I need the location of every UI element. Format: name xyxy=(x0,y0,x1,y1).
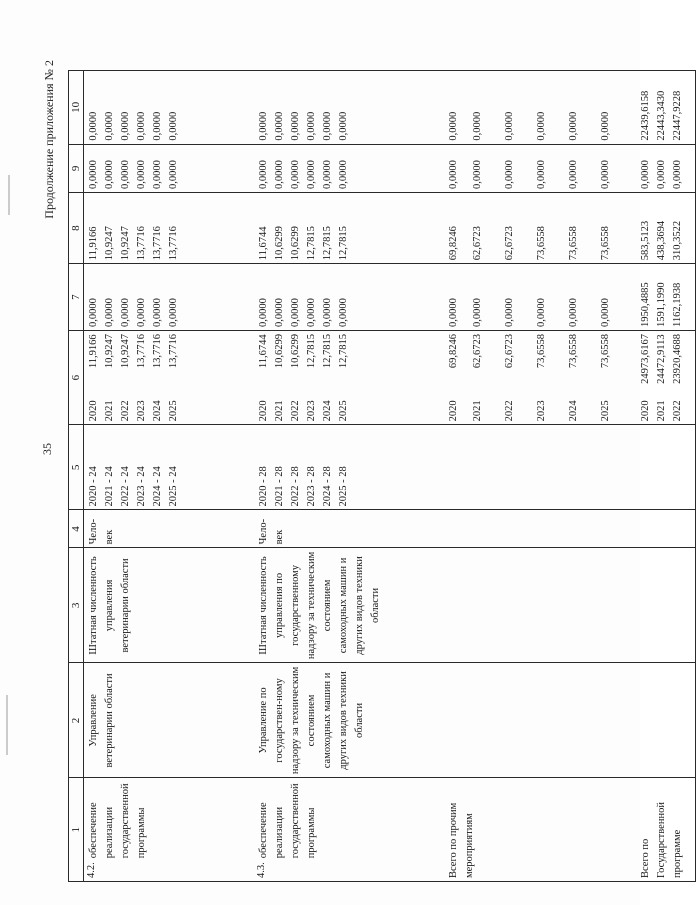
subtotal-row xyxy=(444,71,636,882)
value: 22439,6158 xyxy=(639,90,651,141)
column-header: 3 xyxy=(69,548,84,663)
value: 438,3694 xyxy=(655,220,667,261)
value: 1162,1938 xyxy=(671,282,683,327)
year: 2024 xyxy=(567,400,579,422)
value: 0,0000 xyxy=(120,160,131,189)
value: 0,0000 xyxy=(567,160,579,189)
value: 73,6558 xyxy=(535,334,547,369)
value: 10,6299 xyxy=(273,226,285,261)
column-header: 9 xyxy=(69,144,84,192)
annex-title: Продолжение приложения № 2 xyxy=(42,60,56,219)
period-value: 2022 - 28 xyxy=(289,466,301,507)
year: 2021 xyxy=(471,400,483,422)
column-header: 2 xyxy=(69,663,84,778)
year: 2021 xyxy=(104,400,115,422)
value: 0,0000 xyxy=(599,298,611,327)
value: 0,0000 xyxy=(289,160,301,189)
value: 10,9247 xyxy=(120,226,131,261)
total-label: Всего по Государственной программе xyxy=(636,778,696,882)
value: 0,0000 xyxy=(599,160,611,189)
col10-cell xyxy=(84,71,254,145)
column-number-row xyxy=(69,71,84,882)
value: 0,0000 xyxy=(88,111,99,141)
col10-cell xyxy=(254,71,444,145)
year: 2022 xyxy=(120,400,131,422)
value: 10,6299 xyxy=(289,334,301,369)
year: 2023 xyxy=(535,400,547,422)
period-value: 2022 - 24 xyxy=(120,466,131,507)
col8-cell xyxy=(254,192,444,263)
measure-cell xyxy=(254,778,444,882)
value: 0,0000 xyxy=(168,298,179,327)
value: 10,6299 xyxy=(289,226,301,261)
column-header: 1 xyxy=(69,778,84,882)
column-header: 4 xyxy=(69,510,84,548)
value: 11,6744 xyxy=(257,334,269,369)
value: 0,0000 xyxy=(337,111,349,141)
value: 0,0000 xyxy=(321,160,333,189)
year: 2020 xyxy=(257,400,269,422)
value: 0,0000 xyxy=(152,160,163,189)
col8-cell xyxy=(444,192,636,263)
column-header: 10 xyxy=(69,71,84,145)
period-value: 2025 - 28 xyxy=(337,466,349,507)
column-header: 8 xyxy=(69,192,84,263)
executor-cell: Управление ветеринарии области xyxy=(84,663,254,778)
column-header: 7 xyxy=(69,264,84,331)
value: 22443,3430 xyxy=(655,90,667,141)
value: 0,0000 xyxy=(289,298,301,327)
year: 2025 xyxy=(168,400,179,422)
column-header: 5 xyxy=(69,425,84,510)
row-number: 4.2. xyxy=(86,862,97,878)
column-header: 6 xyxy=(69,331,84,425)
year: 2022 xyxy=(289,400,301,422)
value: 0,0000 xyxy=(104,111,115,141)
col9-cell xyxy=(636,144,696,192)
value: 0,0000 xyxy=(535,298,547,327)
col10-cell xyxy=(444,71,636,145)
value: 0,0000 xyxy=(273,298,285,327)
year: 2021 xyxy=(655,400,667,422)
year: 2023 xyxy=(305,400,317,422)
value: 0,0000 xyxy=(535,160,547,189)
value: 0,0000 xyxy=(104,298,115,327)
value: 0,0000 xyxy=(567,298,579,327)
value: 22447,9228 xyxy=(671,90,683,141)
value: 0,0000 xyxy=(305,298,317,327)
value: 0,0000 xyxy=(471,298,483,327)
value: 0,0000 xyxy=(257,160,269,189)
value: 69,8246 xyxy=(447,226,459,261)
value: 0,0000 xyxy=(321,111,333,141)
value: 0,0000 xyxy=(471,111,483,141)
value: 0,0000 xyxy=(136,160,147,189)
value: 62,6723 xyxy=(471,226,483,261)
indicator-cell: Штатная численность управления ветеринарии области xyxy=(84,548,254,663)
col9-cell xyxy=(444,144,636,192)
year-value-cell xyxy=(444,331,636,425)
year-value-cell xyxy=(84,331,254,425)
value: 12,7815 xyxy=(337,226,349,261)
period-value: 2021 - 24 xyxy=(104,466,115,507)
period-value: 2024 - 28 xyxy=(321,466,333,507)
value: 23920,4688 xyxy=(671,334,683,384)
value: 0,0000 xyxy=(503,111,515,141)
value: 0,0000 xyxy=(257,298,269,327)
program-table xyxy=(68,70,696,882)
col8-cell xyxy=(84,192,254,263)
col7-cell xyxy=(444,264,636,331)
value: 0,0000 xyxy=(168,111,179,141)
table-row xyxy=(254,71,444,882)
year: 2021 xyxy=(273,400,285,422)
value: 12,7815 xyxy=(321,334,333,369)
value: 0,0000 xyxy=(305,160,317,189)
value: 73,6558 xyxy=(599,226,611,261)
value: 62,6723 xyxy=(471,334,483,369)
value: 0,0000 xyxy=(152,298,163,327)
value: 0,0000 xyxy=(471,160,483,189)
year: 2022 xyxy=(503,400,515,422)
year-value-cell xyxy=(636,331,696,425)
value: 11,9166 xyxy=(88,226,99,261)
period-value: 2023 - 28 xyxy=(305,466,317,507)
value: 12,7815 xyxy=(321,226,333,261)
year: 2025 xyxy=(599,400,611,422)
value: 0,0000 xyxy=(447,298,459,327)
value: 0,0000 xyxy=(639,160,651,189)
period-value: 2020 - 24 xyxy=(88,466,99,507)
value: 0,0000 xyxy=(120,111,131,141)
scan-artifact xyxy=(6,695,8,755)
value: 0,0000 xyxy=(503,298,515,327)
period-value: 2020 - 28 xyxy=(257,466,269,507)
year: 2023 xyxy=(136,400,147,422)
value: 0,0000 xyxy=(168,160,179,189)
subtotal-label: Всего по прочим мероприятиям xyxy=(444,778,636,882)
value: 73,6558 xyxy=(567,226,579,261)
value: 310,3522 xyxy=(671,220,683,261)
value: 0,0000 xyxy=(104,160,115,189)
year: 2022 xyxy=(671,400,683,422)
period-value: 2021 - 28 xyxy=(273,466,285,507)
value: 13,7716 xyxy=(136,334,147,369)
value: 1950,4885 xyxy=(639,282,651,327)
indicator-cell: Штатная численность управления по государственному надзору за техническим состоянием самоходных машин и других видов техники области xyxy=(254,548,444,663)
value: 10,9247 xyxy=(104,226,115,261)
value: 0,0000 xyxy=(447,111,459,141)
value: 0,0000 xyxy=(535,111,547,141)
value: 0,0000 xyxy=(289,111,301,141)
value: 0,0000 xyxy=(120,298,131,327)
total-row xyxy=(636,71,696,882)
col7-cell xyxy=(84,264,254,331)
value: 583,5123 xyxy=(639,220,651,261)
value: 10,9247 xyxy=(104,334,115,369)
year: 2020 xyxy=(447,400,459,422)
value: 13,7716 xyxy=(168,226,179,261)
value: 73,6558 xyxy=(599,334,611,369)
value: 73,6558 xyxy=(567,334,579,369)
measure-text: обеспечение реализации государственной программы xyxy=(88,783,147,859)
value: 0,0000 xyxy=(305,111,317,141)
row-number: 4.3. xyxy=(255,862,267,878)
col7-cell xyxy=(254,264,444,331)
value: 0,0000 xyxy=(152,111,163,141)
value: 73,6558 xyxy=(535,226,547,261)
period-value: 2025 - 24 xyxy=(168,466,179,507)
value: 0,0000 xyxy=(257,111,269,141)
value: 13,7716 xyxy=(152,334,163,369)
year: 2025 xyxy=(337,400,349,422)
year: 2024 xyxy=(152,400,163,422)
value: 13,7716 xyxy=(136,226,147,261)
col7-cell xyxy=(636,264,696,331)
period-value: 2024 - 24 xyxy=(152,466,163,507)
value: 0,0000 xyxy=(136,111,147,141)
value: 0,0000 xyxy=(88,160,99,189)
value: 0,0000 xyxy=(321,298,333,327)
value: 0,0000 xyxy=(655,160,667,189)
value: 1591,1990 xyxy=(655,282,667,327)
period-cell xyxy=(254,425,444,510)
measure-text: обеспечение реализации государственной программы xyxy=(257,783,317,859)
col8-cell xyxy=(636,192,696,263)
value: 12,7815 xyxy=(305,334,317,369)
value: 24973,6167 xyxy=(639,334,651,384)
period-cell xyxy=(84,425,254,510)
col9-cell xyxy=(84,144,254,192)
value: 0,0000 xyxy=(671,160,683,189)
measure-cell xyxy=(84,778,254,882)
value: 24472,9113 xyxy=(655,334,667,384)
year: 2020 xyxy=(88,400,99,422)
value: 12,7815 xyxy=(305,226,317,261)
value: 0,0000 xyxy=(503,160,515,189)
value: 10,9247 xyxy=(120,334,131,369)
value: 62,6723 xyxy=(503,334,515,369)
value: 0,0000 xyxy=(599,111,611,141)
value: 13,7716 xyxy=(152,226,163,261)
year-value-cell xyxy=(254,331,444,425)
value: 12,7815 xyxy=(337,334,349,369)
year: 2024 xyxy=(321,400,333,422)
value: 0,0000 xyxy=(273,111,285,141)
value: 62,6723 xyxy=(503,226,515,261)
value: 0,0000 xyxy=(136,298,147,327)
unit-cell: Чело-век xyxy=(84,510,254,548)
value: 0,0000 xyxy=(337,298,349,327)
value: 11,9166 xyxy=(88,334,99,369)
value: 0,0000 xyxy=(337,160,349,189)
value: 0,0000 xyxy=(447,160,459,189)
value: 0,0000 xyxy=(567,111,579,141)
value: 0,0000 xyxy=(273,160,285,189)
value: 13,7716 xyxy=(168,334,179,369)
col10-cell xyxy=(636,71,696,145)
year: 2020 xyxy=(639,400,651,422)
period-value: 2023 - 24 xyxy=(136,466,147,507)
table-row xyxy=(84,71,254,882)
scan-artifact xyxy=(8,175,10,215)
value: 10,6299 xyxy=(273,334,285,369)
page-number: 35 xyxy=(40,443,54,455)
executor-cell: Управление по государствен-ному надзору за техническим состоянием самоходных машин и других видов техники области xyxy=(254,663,444,778)
value: 11,6744 xyxy=(257,226,269,261)
unit-cell: Чело-век xyxy=(254,510,444,548)
value: 69,8246 xyxy=(447,334,459,369)
value: 0,0000 xyxy=(88,298,99,327)
col9-cell xyxy=(254,144,444,192)
